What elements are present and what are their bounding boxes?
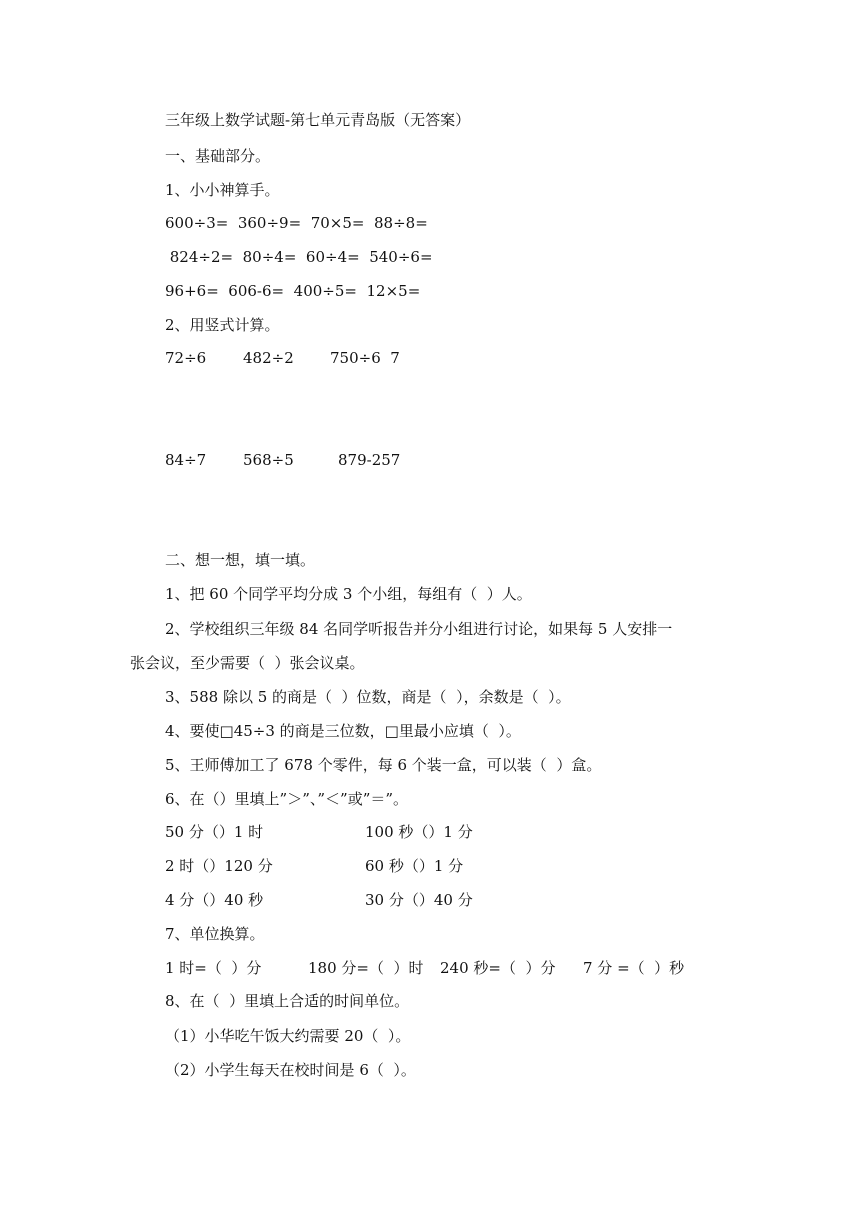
unit-item: 1 时=（ ）分 [165,959,262,977]
oral-row: 824÷2= 80÷4= 60÷4= 540÷6= [165,248,433,266]
compare-item: 4 分（）40 秒 [165,891,264,909]
vertical-problem: 568÷5 [243,451,294,469]
vertical-problem: 72÷6 [165,349,207,367]
vertical-problem: 482÷2 [243,349,294,367]
vertical-problem: 84÷7 [165,451,207,469]
sub-question: （2）小学生每天在校时间是 6（ ）。 [165,1061,416,1079]
vertical-problem: 750÷6 7 [330,349,400,367]
fill-question: 1、把 60 个同学平均分成 3 个小组，每组有（ ）人。 [165,585,532,603]
oral-row: 600÷3= 360÷9= 70×5= 88÷8= [165,214,428,232]
fill-question: 7、单位换算。 [165,925,265,943]
oral-row: 96+6= 606-6= 400÷5= 12×5= [165,282,421,300]
compare-item: 2 时（）120 分 [165,857,273,875]
document-title: 三年级上数学试题-第七单元青岛版（无答案） [165,111,471,129]
compare-item: 60 秒（）1 分 [365,857,464,875]
sub-question: （1）小华吃午饭大约需要 20（ ）。 [165,1027,411,1045]
part2-heading: 二、想一想，填一填。 [165,551,316,569]
unit-item: 240 秒=（ ）分 [440,959,556,977]
fill-question: 2、学校组织三年级 84 名同学听报告并分小组进行讨论，如果每 5 人安排一 [165,620,673,638]
part1-heading: 一、基础部分。 [165,147,271,165]
fill-question: 6、在（）里填上”＞”、”＜”或”＝”。 [165,790,409,808]
unit-item: 180 分=（ ）时 [308,959,424,977]
q1-label: 1、小小神算手。 [165,181,280,199]
fill-question-continued: 张会议，至少需要（ ）张会议桌。 [130,654,365,672]
compare-item: 30 分（）40 分 [365,891,473,909]
compare-item: 50 分（）1 时 [165,823,264,841]
fill-question: 8、在（ ）里填上合适的时间单位。 [165,992,410,1010]
unit-item: 7 分 =（ ）秒 [583,959,685,977]
q2-label: 2、用竖式计算。 [165,316,280,334]
fill-question: 3、588 除以 5 的商是（ ）位数，商是（ ），余数是（ ）。 [165,688,571,706]
vertical-problem: 879-257 [338,451,401,469]
fill-question: 4、要使□45÷3 的商是三位数，□里最小应填（ ）。 [165,722,521,740]
compare-item: 100 秒（）1 分 [365,823,473,841]
fill-question: 5、王师傅加工了 678 个零件，每 6 个装一盒，可以装（ ）盒。 [165,756,602,774]
